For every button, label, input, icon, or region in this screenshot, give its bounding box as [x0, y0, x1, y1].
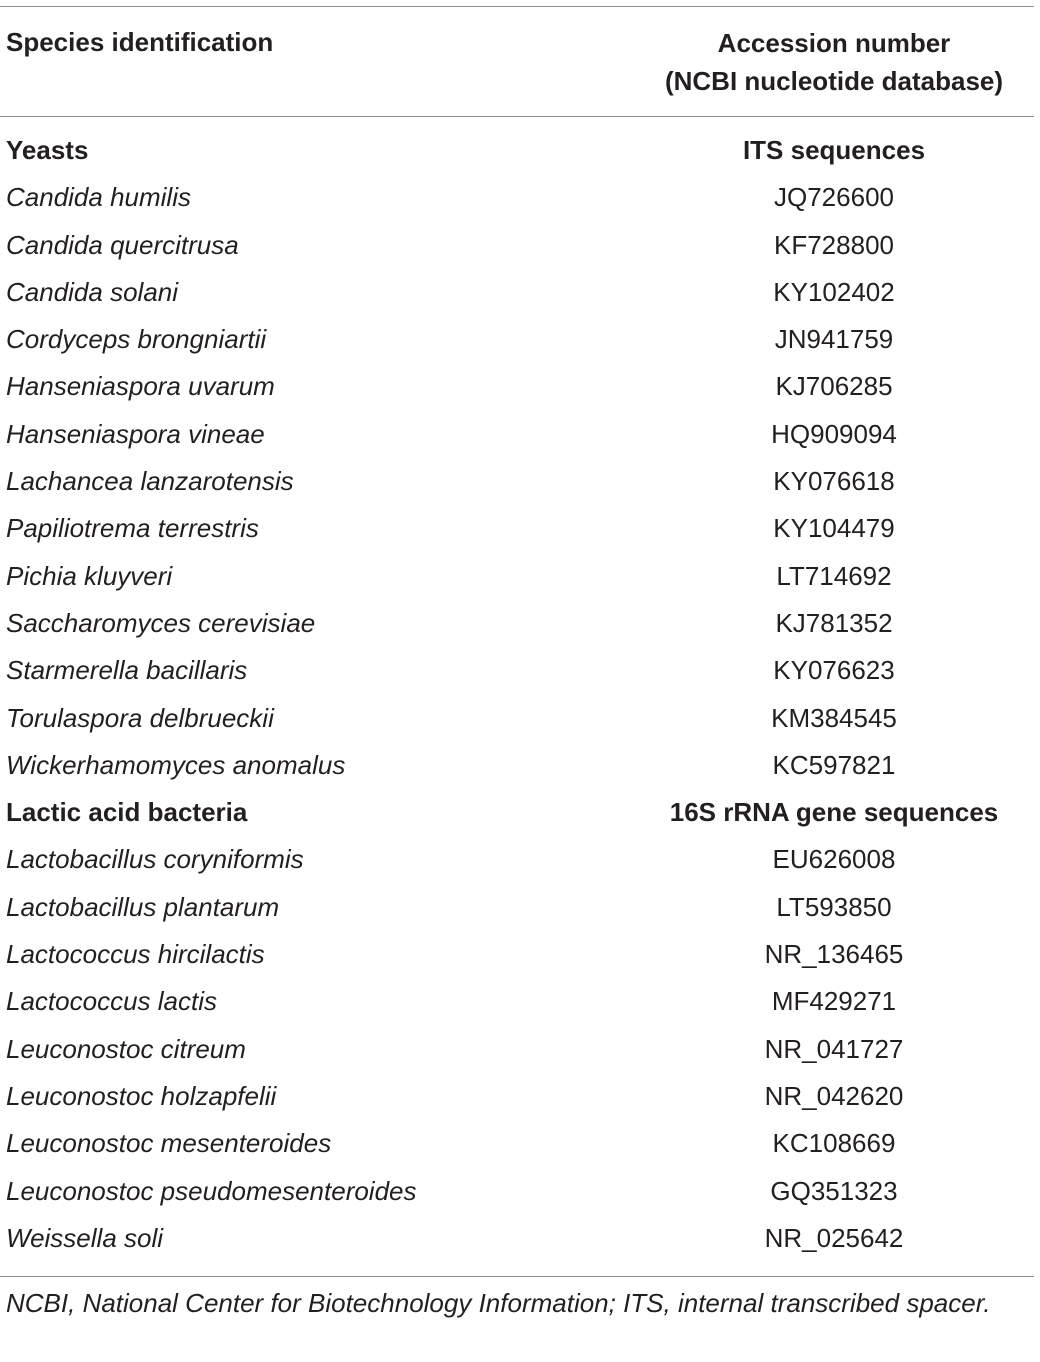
species-name: Lactococcus lactis [6, 986, 217, 1017]
table-row [0, 838, 1040, 885]
species-name: Candida humilis [6, 182, 191, 213]
accession-number: KC108669 [772, 1128, 896, 1159]
accession-number: HQ909094 [771, 418, 897, 449]
table-row [0, 980, 1040, 1027]
accession-number: KJ781352 [775, 607, 893, 638]
accession-number: KF728800 [774, 229, 894, 260]
table-row [0, 1075, 1040, 1122]
table-row [0, 744, 1040, 791]
accession-number: KY076623 [773, 655, 895, 686]
species-name: Cordyceps brongniartii [6, 324, 267, 355]
table-row [0, 886, 1040, 933]
species-name: Weissella soli [6, 1222, 164, 1253]
table-footnote: NCBI, National Center for Biotechnology Information; ITS, internal transcribed spacer. [6, 1288, 991, 1318]
table-row [0, 1170, 1040, 1217]
table-bottom-rule [0, 1276, 1034, 1277]
table-row [0, 933, 1040, 980]
accession-number: KY102402 [773, 276, 895, 307]
accession-number: NR_025642 [764, 1222, 904, 1253]
species-name: Leuconostoc mesenteroides [6, 1128, 332, 1159]
table-row [0, 649, 1040, 696]
species-name: Lactobacillus coryniformis [6, 844, 304, 875]
table-row [0, 176, 1040, 223]
accession-number: NR_041727 [764, 1033, 904, 1064]
group-header-row [0, 791, 1040, 838]
accession-number: KJ706285 [775, 371, 893, 402]
table-row [0, 271, 1040, 318]
group-header-row [0, 129, 1040, 176]
species-name: Pichia kluyveri [6, 560, 173, 591]
species-name: Leuconostoc citreum [6, 1033, 246, 1064]
table-row [0, 507, 1040, 554]
species-name: Candida quercitrusa [6, 229, 239, 260]
accession-number: LT714692 [776, 560, 892, 591]
table-row [0, 413, 1040, 460]
accession-number: JQ726600 [774, 182, 894, 213]
species-name: Candida solani [6, 276, 179, 307]
column-header-accession-line2: (NCBI nucleotide database) [664, 66, 1004, 96]
species-name: Papiliotrema terrestris [6, 513, 259, 544]
accession-number: EU626008 [772, 844, 896, 875]
table-row [0, 1122, 1040, 1169]
accession-number: KM384545 [771, 702, 897, 733]
table-row [0, 1217, 1040, 1264]
table-row [0, 697, 1040, 744]
accession-number: LT593850 [776, 891, 892, 922]
table-row [0, 460, 1040, 507]
accession-number: JN941759 [774, 324, 894, 355]
species-name: Leuconostoc pseudomesenteroides [6, 1175, 417, 1206]
table-row [0, 318, 1040, 365]
table-row [0, 224, 1040, 271]
group-label: Lactic acid bacteria [6, 797, 248, 828]
accession-number: NR_136465 [764, 939, 904, 970]
header-divider-rule [0, 116, 1034, 117]
species-name: Saccharomyces cerevisiae [6, 607, 316, 638]
species-name: Hanseniaspora vineae [6, 418, 265, 449]
species-name: Lachancea lanzarotensis [6, 466, 294, 497]
column-header-species: Species identification [6, 27, 274, 57]
accession-number: KY104479 [773, 513, 895, 544]
accession-number: KC597821 [772, 749, 896, 780]
accession-number: MF429271 [771, 986, 897, 1017]
accession-number: NR_042620 [764, 1080, 904, 1111]
accession-number: GQ351323 [770, 1175, 898, 1206]
table-row [0, 1028, 1040, 1075]
species-name: Starmerella bacillaris [6, 655, 248, 686]
column-header-accession-line1: Accession number [717, 28, 951, 58]
table-top-rule [0, 6, 1034, 7]
table-row [0, 555, 1040, 602]
group-sequence-type: ITS sequences [742, 135, 926, 165]
species-name: Torulaspora delbrueckii [6, 702, 274, 733]
table-row [0, 602, 1040, 649]
group-label: Yeasts [6, 135, 89, 165]
species-name: Hanseniaspora uvarum [6, 371, 275, 402]
species-name: Wickerhamomyces anomalus [6, 749, 346, 780]
accession-number: KY076618 [773, 466, 895, 497]
table-row [0, 365, 1040, 412]
table-body [0, 129, 1040, 1264]
column-header-accession [634, 24, 1034, 100]
species-name: Lactococcus hircilactis [6, 939, 265, 970]
species-name: Leuconostoc holzapfelii [6, 1080, 277, 1111]
species-name: Lactobacillus plantarum [6, 891, 280, 922]
group-sequence-type: 16S rRNA gene sequences [669, 797, 999, 828]
